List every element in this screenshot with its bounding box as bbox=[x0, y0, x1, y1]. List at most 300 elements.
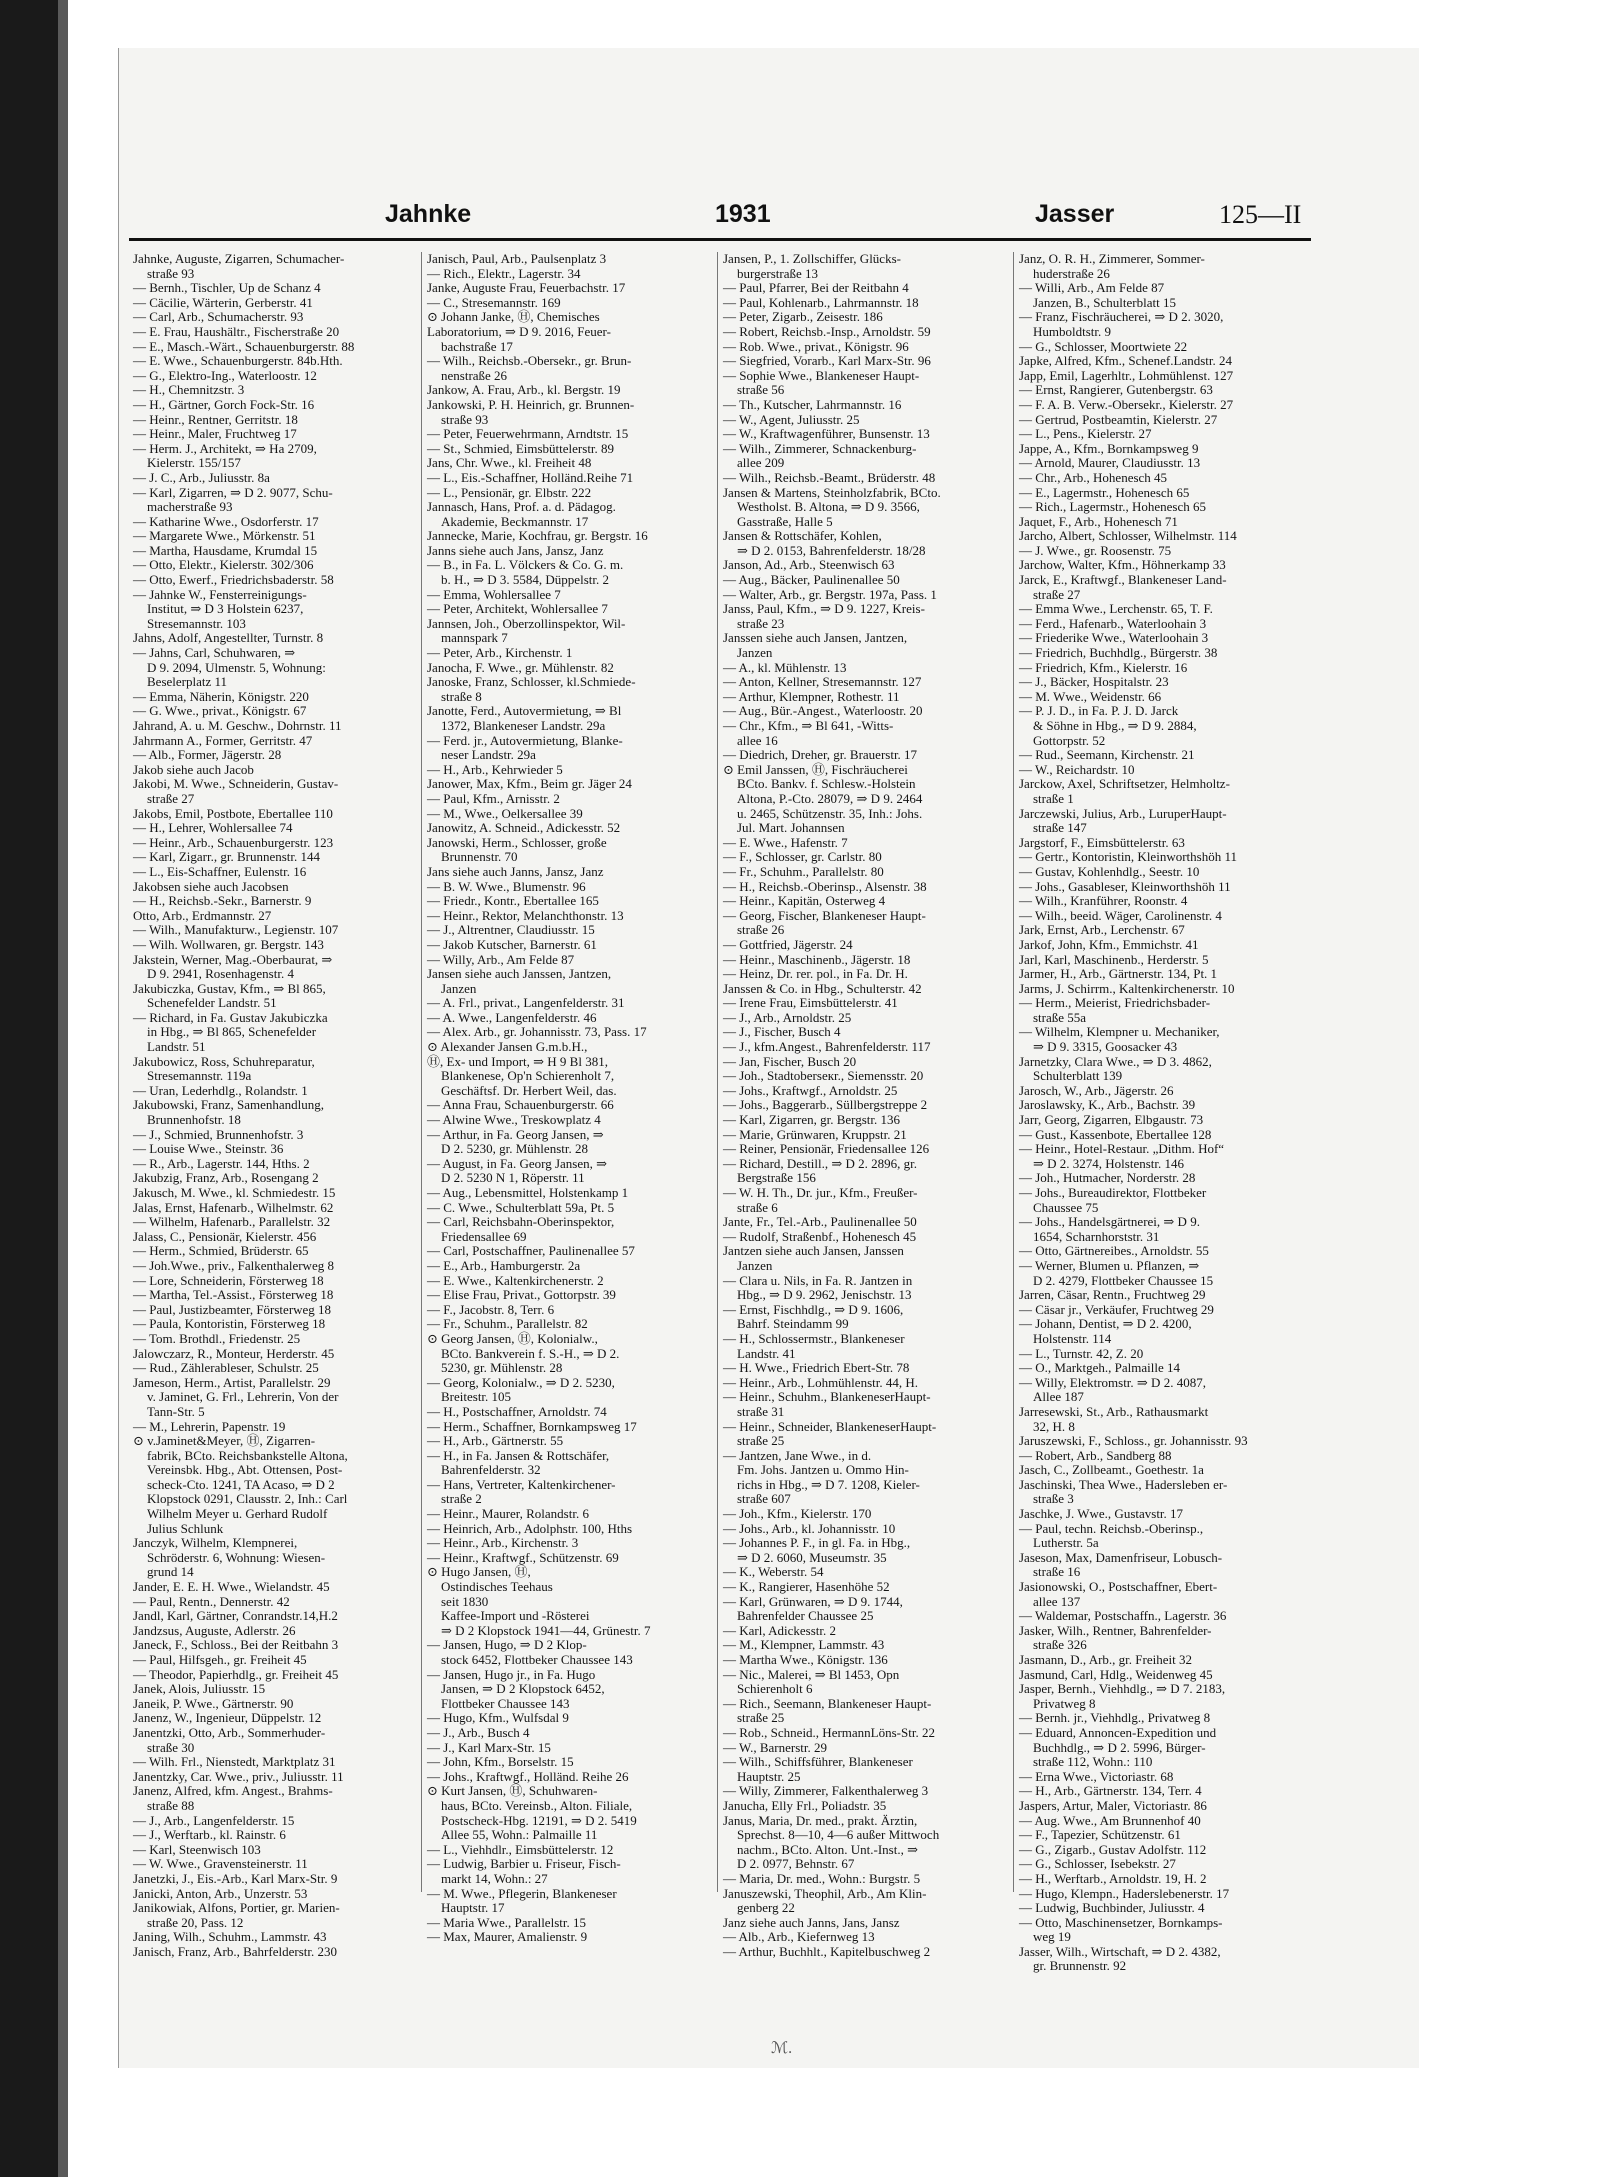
directory-entry: — Heinr., Kraftwgf., Schützenstr. 69 bbox=[427, 1549, 619, 1565]
directory-entry: — Karl, Zigarr., gr. Brunnenstr. 144 bbox=[133, 849, 321, 865]
directory-entry: — Wilh., Zimmerer, Schnackenburg- bbox=[723, 440, 917, 456]
directory-entry: nenstraße 26 bbox=[441, 367, 508, 383]
directory-entry: — Katharine Wwe., Osdorferstr. 17 bbox=[133, 513, 319, 529]
directory-entry: — Paul, Kfm., Arnisstr. 2 bbox=[427, 790, 560, 806]
directory-entry: — A. Frl., privat., Langenfelderstr. 31 bbox=[427, 995, 625, 1011]
directory-entry: markt 14, Wohn.: 27 bbox=[441, 1870, 548, 1886]
directory-entry: burgerstraße 13 bbox=[737, 265, 818, 281]
directory-entry: Hauptstr. 17 bbox=[441, 1900, 505, 1916]
directory-entry: — Heinz, Dr. rer. pol., in Fa. Dr. H. bbox=[723, 966, 908, 982]
directory-entry: — Anton, Kellner, Stresemannstr. 127 bbox=[723, 674, 922, 690]
directory-entry: ⊙ Emil Janssen, Ⓗ, Fischräucherei bbox=[723, 761, 908, 777]
directory-entry: — Wilh., Schiffsführer, Blankeneser bbox=[723, 1754, 913, 1770]
directory-entry: D 9. 2094, Ulmenstr. 5, Wohnung: bbox=[147, 659, 326, 675]
directory-entry: straße 3 bbox=[1033, 1491, 1074, 1507]
directory-entry: — Otto, Elektr., Kielerstr. 302/306 bbox=[133, 557, 314, 573]
column-2 bbox=[427, 251, 711, 1945]
directory-entry: straße 93 bbox=[147, 265, 195, 281]
directory-entry: Jakubowicz, Ross, Schuhreparatur, bbox=[133, 1053, 315, 1069]
directory-entry: — E. Frau, Haushältr., Fischerstraße 20 bbox=[133, 323, 340, 339]
directory-entry: Jannsen, Joh., Oberzollinspektor, Wil- bbox=[427, 615, 626, 631]
directory-entry: — H., Arb., Gärtnerstr. 55 bbox=[427, 1433, 564, 1449]
directory-entry: genberg 22 bbox=[737, 1900, 795, 1916]
directory-entry: straße 88 bbox=[147, 1797, 195, 1813]
directory-entry: — Alb., Former, Jägerstr. 28 bbox=[133, 747, 282, 763]
directory-entry: straße 20, Pass. 12 bbox=[147, 1914, 244, 1930]
directory-entry: — Marie, Grünwaren, Kruppstr. 21 bbox=[723, 1126, 907, 1142]
directory-entry: Jameson, Herm., Artist, Parallelstr. 29 bbox=[133, 1374, 331, 1390]
directory-entry: — Heinr., Rektor, Melanchthonstr. 13 bbox=[427, 907, 624, 923]
directory-entry: — Rich., Elektr., Lagerstr. 34 bbox=[427, 265, 581, 281]
directory-entry: Jansen & Martens, Steinholzfabrik, BCto. bbox=[723, 484, 941, 500]
directory-entry: Flottbeker Chaussee 143 bbox=[441, 1695, 570, 1711]
directory-entry: Stresemannstr. 103 bbox=[147, 615, 246, 631]
directory-entry: Janentzki, Otto, Arb., Sommerhuder- bbox=[133, 1724, 326, 1740]
directory-entry: — W. Wwe., Gravensteinerstr. 11 bbox=[133, 1856, 308, 1872]
directory-entry: — Karl, Grünwaren, ⇒ D 9. 1744, bbox=[723, 1593, 903, 1609]
directory-entry: Jakobi, M. Wwe., Schneiderin, Gustav- bbox=[133, 776, 339, 792]
directory-entry: — Th., Kutscher, Lahrmannstr. 16 bbox=[723, 396, 902, 412]
directory-entry: — Gertr., Kontoristin, Kleinworthshöh 11 bbox=[1019, 849, 1237, 865]
directory-entry: — J. C., Arb., Juliusstr. 8a bbox=[133, 469, 270, 485]
directory-entry: — Heinr., Arb., Kirchenstr. 3 bbox=[427, 1535, 579, 1551]
directory-entry: — Joh., Hutmacher, Norderstr. 28 bbox=[1019, 1170, 1196, 1186]
directory-entry: — Emma, Näherin, Königstr. 220 bbox=[133, 688, 309, 704]
directory-entry: Janz, O. R. H., Zimmerer, Sommer- bbox=[1019, 251, 1205, 266]
directory-entry: Jaroslawsky, K., Arb., Bachstr. 39 bbox=[1019, 1097, 1196, 1113]
directory-entry: — Friedrich, Buchhdlg., Bürgerstr. 38 bbox=[1019, 645, 1218, 661]
directory-entry: Privatweg 8 bbox=[1033, 1695, 1096, 1711]
column-rule bbox=[421, 252, 422, 1892]
directory-entry: straße 55a bbox=[1033, 1009, 1087, 1025]
directory-entry: — Erna Wwe., Victoriastr. 68 bbox=[1019, 1768, 1174, 1784]
directory-entry: Janeik, P. Wwe., Gärtnerstr. 90 bbox=[133, 1695, 294, 1711]
directory-entry: Ⓗ, Ex- und Import, ⇒ H 9 Bl 381, bbox=[427, 1053, 608, 1069]
directory-entry: Geschäftsf. Dr. Herbert Weil, das. bbox=[441, 1082, 617, 1098]
directory-entry: — Gottfried, Jägerstr. 24 bbox=[723, 936, 853, 952]
directory-entry: 5230, gr. Mühlenstr. 28 bbox=[441, 1360, 563, 1376]
directory-entry: — Emma Wwe., Lerchenstr. 65, T. F. bbox=[1019, 601, 1213, 617]
directory-entry: Bahrenfelderstr. 32 bbox=[441, 1462, 541, 1478]
directory-entry: Jasser, Wilh., Wirtschaft, ⇒ D 2. 4382, bbox=[1019, 1943, 1221, 1959]
directory-entry: — Wilhelm, Hafenarb., Parallelstr. 32 bbox=[133, 1214, 331, 1230]
directory-entry: — H., Arb., Gärtnerstr. 134, Terr. 4 bbox=[1019, 1783, 1202, 1799]
directory-entry: — J., Schmied, Brunnenhofstr. 3 bbox=[133, 1126, 304, 1142]
directory-entry: allee 137 bbox=[1033, 1593, 1081, 1609]
directory-entry: — Joh., Kfm., Kielerstr. 170 bbox=[723, 1506, 872, 1522]
directory-entry: Jakusch, M. Wwe., kl. Schmiedestr. 15 bbox=[133, 1185, 336, 1200]
directory-entry: — Aug., Lebensmittel, Holstenkamp 1 bbox=[427, 1185, 629, 1200]
directory-entry: — Paul, Kohlenarb., Lahrmannstr. 18 bbox=[723, 294, 919, 310]
directory-entry: — Paul, techn. Reichsb.-Oberinsp., bbox=[1019, 1520, 1204, 1536]
directory-entry: Jarck, E., Kraftwgf., Blankeneser Land- bbox=[1019, 572, 1227, 588]
header-right-word: Jasser bbox=[1035, 200, 1115, 228]
directory-entry: Jarosch, W., Arb., Jägerstr. 26 bbox=[1019, 1082, 1174, 1098]
directory-entry: — Otto, Gärtnereibes., Arnoldstr. 55 bbox=[1019, 1243, 1209, 1259]
directory-entry: & Söhne in Hbg., ⇒ D 9. 2884, bbox=[1033, 718, 1197, 733]
directory-entry: straße 8 bbox=[441, 688, 482, 704]
directory-entry: — G., Schlosser, Moortwiete 22 bbox=[1019, 338, 1188, 354]
directory-entry: Jasker, Wilh., Rentner, Bahrenfelder- bbox=[1019, 1622, 1212, 1638]
directory-entry: straße 56 bbox=[737, 382, 785, 398]
directory-entry: — Gertrud, Postbeamtin, Kielerstr. 27 bbox=[1019, 411, 1218, 427]
directory-entry: scheck-Cto. 1241, TA Acaso, ⇒ D 2 bbox=[147, 1476, 335, 1492]
directory-entry: Buchhdlg., ⇒ D 2. 5996, Bürger- bbox=[1033, 1739, 1206, 1755]
directory-entry: — W., Barnerstr. 29 bbox=[723, 1739, 827, 1755]
directory-entry: — Ferd. jr., Autovermietung, Blanke- bbox=[427, 732, 623, 748]
directory-entry: v. Jaminet, G. Frl., Lehrerin, Von der bbox=[147, 1389, 339, 1405]
directory-entry: Jannasch, Hans, Prof. a. d. Pädagog. bbox=[427, 499, 616, 515]
directory-entry: — Rob. Wwe., privat., Königstr. 96 bbox=[723, 338, 909, 354]
directory-entry: — Emma, Wohlersallee 7 bbox=[427, 586, 561, 602]
directory-entry: Lutherstr. 5a bbox=[1033, 1535, 1099, 1551]
directory-entry: — Lore, Schneiderin, Försterweg 18 bbox=[133, 1272, 324, 1288]
directory-entry: — Jahns, Carl, Schuhwaren, ⇒ bbox=[133, 645, 296, 661]
directory-entry: Jul. Mart. Johannsen bbox=[737, 820, 845, 836]
binding-edge bbox=[0, 0, 58, 2177]
directory-entry: Jarczewski, Julius, Arb., LuruperHaupt- bbox=[1019, 805, 1227, 821]
directory-entry: Jaschinski, Thea Wwe., Hadersleben er- bbox=[1019, 1476, 1228, 1492]
directory-entry: Jakstein, Werner, Mag.-Oberbaurat, ⇒ bbox=[133, 951, 333, 967]
directory-entry: Janisch, Franz, Arb., Bahrfelderstr. 230 bbox=[133, 1943, 337, 1959]
page-header bbox=[129, 198, 1311, 241]
directory-entry: Janss, Paul, Kfm., ⇒ D 9. 1227, Kreis- bbox=[723, 601, 925, 617]
directory-entry: — Wilh., beeid. Wäger, Carolinenstr. 4 bbox=[1019, 907, 1222, 923]
directory-entry: — L., Viehhdlr., Eimsbüttelerstr. 12 bbox=[427, 1841, 614, 1857]
directory-entry: — Fr., Schuhm., Parallelstr. 82 bbox=[427, 1316, 588, 1332]
directory-entry: Otto, Arb., Erdmannstr. 27 bbox=[133, 907, 272, 923]
directory-entry: Jarchow, Walter, Kfm., Höhnerkamp 33 bbox=[1019, 557, 1226, 573]
directory-entry: — Wilh. Wollwaren, gr. Bergstr. 143 bbox=[133, 936, 324, 952]
directory-entry: Jalas, Ernst, Hafenarb., Wilhelmstr. 62 bbox=[133, 1199, 334, 1215]
directory-entry: allee 209 bbox=[737, 455, 785, 471]
directory-entry: — Otto, Ewerf., Friedrichsbaderstr. 58 bbox=[133, 572, 334, 588]
directory-entry: Bergstraße 156 bbox=[737, 1170, 816, 1186]
directory-entry: — Johs., Gasableser, Kleinworthshöh 11 bbox=[1019, 878, 1231, 894]
directory-entry: — Maria Wwe., Parallelstr. 15 bbox=[427, 1914, 586, 1930]
directory-entry: — Ludwig, Buchbinder, Juliusstr. 4 bbox=[1019, 1900, 1205, 1916]
directory-entry: — W. H. Th., Dr. jur., Kfm., Freußer- bbox=[723, 1185, 918, 1200]
directory-entry: Janzen bbox=[737, 1257, 773, 1273]
directory-entry: b. H., ⇒ D 3. 5584, Düppelstr. 2 bbox=[441, 572, 609, 588]
directory-entry: macherstraße 93 bbox=[147, 499, 233, 515]
directory-entry: Jankow, A. Frau, Arb., kl. Bergstr. 19 bbox=[427, 382, 621, 398]
directory-entry: — Cäcilie, Wärterin, Gerberstr. 41 bbox=[133, 294, 313, 310]
directory-entry: — H., Arb., Kehrwieder 5 bbox=[427, 761, 563, 777]
directory-entry: — H., Postschaffner, Arnoldstr. 74 bbox=[427, 1403, 607, 1419]
directory-entry: Institut, ⇒ D 3 Holstein 6237, bbox=[147, 601, 304, 617]
directory-entry: — L., Pensionär, gr. Elbstr. 222 bbox=[427, 484, 592, 500]
directory-entry: — Jakob Kutscher, Barnerstr. 61 bbox=[427, 936, 597, 952]
directory-entry: — P. J. D., in Fa. P. J. D. Jarck bbox=[1019, 703, 1179, 719]
directory-entry: — E., Masch.-Wärt., Schauenburgerstr. 88 bbox=[133, 338, 355, 354]
directory-entry: — Johannes P. F., in gl. Fa. in Hbg., bbox=[723, 1535, 911, 1551]
directory-entry: — Heinr., Maurer, Rolandstr. 6 bbox=[427, 1506, 589, 1522]
directory-entry: Hbg., ⇒ D 9. 2962, Jenischstr. 13 bbox=[737, 1287, 912, 1303]
directory-entry: 1372, Blankeneser Landstr. 29a bbox=[441, 718, 606, 733]
directory-entry: Janentzky, Car. Wwe., priv., Juliusstr. 11 bbox=[133, 1768, 344, 1784]
directory-entry: Japp, Emil, Lagerhltr., Lohmühlenst. 127 bbox=[1019, 367, 1234, 383]
directory-entry: Janzen bbox=[737, 645, 773, 661]
directory-entry: — Paul, Hilfsgeh., gr. Freiheit 45 bbox=[133, 1652, 307, 1667]
directory-entry: — M., Lehrerin, Papenstr. 19 bbox=[133, 1418, 286, 1434]
directory-entry: — Hans, Vertreter, Kaltenkirchener- bbox=[427, 1476, 616, 1492]
directory-entry: Janetzki, J., Eis.-Arb., Karl Marx-Str. 9 bbox=[133, 1870, 338, 1886]
directory-entry: — Cäsar jr., Verkäufer, Fruchtweg 29 bbox=[1019, 1301, 1214, 1317]
directory-entry: — H. Wwe., Friedrich Ebert-Str. 78 bbox=[723, 1360, 910, 1376]
directory-entry: Jante, Fr., Tel.-Arb., Paulinenallee 50 bbox=[723, 1214, 917, 1230]
directory-entry: Janisch, Paul, Arb., Paulsenplatz 3 bbox=[427, 251, 607, 266]
directory-entry: — Martha, Hausdame, Krumdal 15 bbox=[133, 542, 318, 558]
directory-entry: straße 16 bbox=[1033, 1564, 1081, 1580]
directory-entry: — Heinr., Hotel-Restaur. „Dithm. Hof“ bbox=[1019, 1141, 1225, 1157]
directory-entry: — E., Arb., Hamburgerstr. 2a bbox=[427, 1257, 581, 1273]
directory-entry: — Carl, Postschaffner, Paulinenallee 57 bbox=[427, 1243, 635, 1259]
directory-entry: Beselerplatz 11 bbox=[147, 674, 228, 690]
directory-entry: — Johann, Dentist, ⇒ D 2. 4200, bbox=[1019, 1316, 1192, 1332]
directory-entry: — Arnold, Maurer, Claudiusstr. 13 bbox=[1019, 455, 1201, 471]
directory-entry: — W., Reichardstr. 10 bbox=[1019, 761, 1135, 777]
directory-entry: Jarnetzky, Clara Wwe., ⇒ D 3. 4862, bbox=[1019, 1053, 1212, 1069]
directory-entry: — J., Fischer, Busch 4 bbox=[723, 1024, 841, 1040]
directory-entry: — Martha Wwe., Königstr. 136 bbox=[723, 1652, 888, 1667]
directory-entry: — F., Schlosser, gr. Carlstr. 80 bbox=[723, 849, 882, 865]
directory-entry: — H., Reichsb.-Sekr., Barnerstr. 9 bbox=[133, 893, 312, 909]
directory-entry: — M., Wwe., Oelkersallee 39 bbox=[427, 805, 583, 821]
directory-entry: Brunnenhofstr. 18 bbox=[147, 1112, 241, 1128]
directory-entry: Janikowiak, Alfons, Portier, gr. Marien- bbox=[133, 1900, 340, 1916]
directory-entry: — H., Lehrer, Wohlersallee 74 bbox=[133, 820, 293, 836]
directory-entry: — B., in Fa. L. Völckers & Co. G. m. bbox=[427, 557, 624, 573]
directory-entry: Vereinsbk. Hbg., Abt. Ottensen, Post- bbox=[147, 1462, 343, 1478]
directory-entry: D 2. 5230 N 1, Röperstr. 11 bbox=[441, 1170, 585, 1186]
directory-entry: — R., Arb., Lagerstr. 144, Hths. 2 bbox=[133, 1155, 310, 1171]
directory-entry: straße 23 bbox=[737, 615, 785, 631]
directory-entry: gr. Brunnenstr. 92 bbox=[1033, 1958, 1127, 1974]
directory-entry: ⊙ Alexander Jansen G.m.b.H., bbox=[427, 1039, 588, 1055]
directory-entry: Jakob siehe auch Jacob bbox=[133, 761, 254, 777]
directory-entry: — J., kfm.Angest., Bahrenfelderstr. 117 bbox=[723, 1039, 931, 1055]
directory-entry: — H., in Fa. Jansen & Rottschäfer, bbox=[427, 1447, 610, 1463]
directory-entry: straße 25 bbox=[737, 1433, 785, 1449]
directory-entry: — Hugo, Kfm., Wulfsdal 9 bbox=[427, 1710, 569, 1726]
directory-entry: Janing, Wilh., Schuhm., Lammstr. 43 bbox=[133, 1929, 327, 1945]
directory-entry: Bahrenfelder Chaussee 25 bbox=[737, 1608, 874, 1624]
directory-entry: — Johs., Baggerarb., Süllbergstreppe 2 bbox=[723, 1097, 928, 1113]
directory-entry: Jarresewski, St., Arb., Rathausmarkt bbox=[1019, 1403, 1209, 1419]
directory-entry: Jark, Ernst, Arb., Lerchenstr. 67 bbox=[1019, 922, 1185, 938]
directory-entry: Jakubowski, Franz, Samenhandlung, bbox=[133, 1097, 325, 1113]
directory-entry: Jarren, Cäsar, Rentn., Fruchtweg 29 bbox=[1019, 1287, 1206, 1303]
directory-entry: Landstr. 51 bbox=[147, 1039, 206, 1055]
directory-entry: — Heinr., Kapitän, Osterweg 4 bbox=[723, 893, 886, 909]
directory-entry: — F., Jacobstr. 8, Terr. 6 bbox=[427, 1301, 555, 1317]
directory-entry: — Wilh., Reichsb.-Obersekr., gr. Brun- bbox=[427, 353, 632, 369]
directory-entry: Jans siehe auch Janns, Jansz, Janz bbox=[427, 863, 604, 879]
directory-entry: seit 1830 bbox=[441, 1593, 489, 1609]
directory-entry: Jannecke, Marie, Kochfrau, gr. Bergstr. 16 bbox=[427, 528, 648, 544]
column-1 bbox=[133, 251, 417, 1959]
directory-entry: Jargstorf, F., Eimsbüttelerstr. 63 bbox=[1019, 834, 1185, 850]
directory-entry: — C., Stresemannstr. 169 bbox=[427, 294, 561, 310]
directory-entry: — Alb., Arb., Kiefernweg 13 bbox=[723, 1929, 875, 1945]
directory-entry: Jarr, Georg, Zigarren, Elbgaustr. 73 bbox=[1019, 1112, 1204, 1128]
directory-entry: — Aug., Bäcker, Paulinenallee 50 bbox=[723, 572, 900, 588]
directory-entry: — M., Klempner, Lammstr. 43 bbox=[723, 1637, 885, 1653]
directory-entry: Janicki, Anton, Arb., Unzerstr. 53 bbox=[133, 1885, 308, 1901]
directory-entry: — Willy, Zimmerer, Falkenthalerweg 3 bbox=[723, 1783, 929, 1799]
directory-entry: — Diedrich, Dreher, gr. Brauerstr. 17 bbox=[723, 747, 918, 763]
directory-entry: — Rud., Seemann, Kirchenstr. 21 bbox=[1019, 747, 1195, 763]
directory-entry: ⊙ Johann Janke, Ⓗ, Chemisches bbox=[427, 309, 600, 325]
directory-entry: — Herm., Meierist, Friedrichsbader- bbox=[1019, 995, 1211, 1011]
directory-entry: — M. Wwe., Weidenstr. 66 bbox=[1019, 688, 1162, 704]
directory-entry: — Rud., Zählerableser, Schulstr. 25 bbox=[133, 1360, 319, 1376]
directory-entry: straße 26 bbox=[737, 922, 785, 938]
directory-entry: neser Landstr. 29a bbox=[441, 747, 536, 763]
directory-entry: — Paul, Justizbeamter, Försterweg 18 bbox=[133, 1301, 332, 1317]
directory-entry: — Richard, Destill., ⇒ D 2. 2896, gr. bbox=[723, 1155, 917, 1171]
directory-entry: — Maria, Dr. med., Wohn.: Burgstr. 5 bbox=[723, 1870, 921, 1886]
directory-entry: — Georg, Fischer, Blankeneser Haupt- bbox=[723, 907, 926, 923]
directory-entry: Gottorpstr. 52 bbox=[1033, 732, 1106, 748]
directory-entry: — Wilh., Manufakturw., Legienstr. 107 bbox=[133, 922, 339, 938]
directory-entry: — Alwine Wwe., Treskowplatz 4 bbox=[427, 1112, 601, 1128]
directory-entry: — Robert, Arb., Sandberg 88 bbox=[1019, 1447, 1172, 1463]
directory-entry: — Ernst, Rangierer, Gutenbergstr. 63 bbox=[1019, 382, 1213, 398]
directory-entry: — Johs., Handelsgärtnerei, ⇒ D 9. bbox=[1019, 1214, 1200, 1230]
directory-entry: Janower, Max, Kfm., Beim gr. Jäger 24 bbox=[427, 776, 632, 792]
directory-entry: Janzen bbox=[441, 980, 477, 996]
directory-entry: Janenz, W., Ingenieur, Düppelstr. 12 bbox=[133, 1710, 322, 1726]
directory-entry: Janowski, Herm., Schlosser, große bbox=[427, 834, 607, 850]
directory-entry: Jantzen siehe auch Jansen, Janssen bbox=[723, 1243, 904, 1259]
directory-entry: Jarckow, Axel, Schriftsetzer, Helmholtz- bbox=[1019, 776, 1230, 792]
directory-entry: Jakubiczka, Gustav, Kfm., ⇒ Bl 865, bbox=[133, 980, 326, 996]
directory-entry: ⊙ Kurt Jansen, Ⓗ, Schuhwaren- bbox=[427, 1783, 598, 1799]
directory-entry: — F., Tapezier, Schützenstr. 61 bbox=[1019, 1827, 1181, 1843]
directory-entry: — Karl, Zigarren, gr. Bergstr. 136 bbox=[723, 1112, 901, 1128]
directory-entry: Janssen & Co. in Hbg., Schulterstr. 42 bbox=[723, 980, 922, 996]
directory-entry: — Tom. Brothdl., Friedenstr. 25 bbox=[133, 1330, 301, 1346]
directory-entry: — Georg, Kolonialw., ⇒ D 2. 5230, bbox=[427, 1374, 615, 1390]
directory-entry: — Friedrich, Kfm., Kielerstr. 16 bbox=[1019, 659, 1188, 675]
directory-entry: — Anna Frau, Schauenburgerstr. 66 bbox=[427, 1097, 614, 1113]
directory-entry: — St., Schmied, Eimsbüttelerstr. 89 bbox=[427, 440, 615, 456]
page-number: 125—II bbox=[1219, 200, 1302, 229]
directory-entry: — J., Karl Marx-Str. 15 bbox=[427, 1739, 551, 1755]
directory-entry: Jandzsus, Auguste, Adlerstr. 26 bbox=[133, 1622, 296, 1638]
directory-entry: straße 112, Wohn.: 110 bbox=[1033, 1754, 1153, 1770]
directory-entry: — H., Reichsb.-Oberinsp., Alsenstr. 38 bbox=[723, 878, 927, 894]
directory-entry: — Wilh., Reichsb.-Beamt., Brüderstr. 48 bbox=[723, 469, 936, 485]
directory-entry: — Jan, Fischer, Busch 20 bbox=[723, 1053, 857, 1069]
directory-entry: D 2. 4279, Flottbeker Chaussee 15 bbox=[1033, 1272, 1214, 1288]
directory-entry: — Alex. Arb., gr. Johannisstr. 73, Pass. 17 bbox=[427, 1024, 647, 1040]
directory-entry: Jansen, ⇒ D 2 Klopstock 6452, bbox=[441, 1681, 605, 1697]
directory-entry: — Carl, Arb., Schumacherstr. 93 bbox=[133, 309, 304, 325]
directory-entry: — G., Schlosser, Isebekstr. 27 bbox=[1019, 1856, 1176, 1872]
directory-entry: straße 30 bbox=[147, 1739, 195, 1755]
directory-entry: Holstenstr. 114 bbox=[1033, 1330, 1112, 1346]
directory-entry: Jakobsen siehe auch Jacobsen bbox=[133, 878, 289, 894]
directory-entry: — W., Kraftwagenführer, Bunsenstr. 13 bbox=[723, 426, 930, 442]
directory-entry: Jalass, C., Pensionär, Kielerstr. 456 bbox=[133, 1228, 317, 1244]
directory-entry: — J., Altrentner, Claudiusstr. 15 bbox=[427, 922, 595, 938]
directory-entry: Allee 55, Wohn.: Palmaille 11 bbox=[441, 1827, 598, 1843]
directory-entry: — Jahnke W., Fensterreinigungs- bbox=[133, 586, 307, 602]
directory-entry: Jans, Chr. Wwe., kl. Freiheit 48 bbox=[427, 455, 592, 471]
directory-entry: ⊙ Hugo Jansen, Ⓗ, bbox=[427, 1564, 531, 1580]
directory-entry: straße 25 bbox=[737, 1710, 785, 1726]
directory-entry: — Peter, Feuerwehrmann, Arndtstr. 15 bbox=[427, 426, 629, 442]
directory-entry: — B. W. Wwe., Blumenstr. 96 bbox=[427, 878, 586, 894]
directory-entry: — Joh.Wwe., priv., Falkenthalerweg 8 bbox=[133, 1257, 334, 1273]
directory-entry: — E. Wwe., Kaltenkirchenerstr. 2 bbox=[427, 1272, 604, 1288]
directory-entry: — Eduard, Annoncen-Expedition und bbox=[1019, 1724, 1217, 1740]
directory-entry: — J., Arb., Langenfelderstr. 15 bbox=[133, 1812, 295, 1828]
directory-entry: — Johs., Kraftwgf., Arnoldstr. 25 bbox=[723, 1082, 898, 1098]
directory-entry: Jaschke, J. Wwe., Gustavstr. 17 bbox=[1019, 1506, 1184, 1522]
directory-entry: — Elise Frau, Privat., Gottorpstr. 39 bbox=[427, 1287, 616, 1303]
directory-entry: Schröderstr. 6, Wohnung: Wiesen- bbox=[147, 1549, 326, 1565]
directory-entry: Hauptstr. 25 bbox=[737, 1768, 801, 1784]
directory-entry: Akademie, Beckmannstr. 17 bbox=[441, 513, 589, 529]
directory-entry: D 2. 0977, Behnstr. 67 bbox=[737, 1856, 855, 1872]
directory-entry: — Jansen, Hugo jr., in Fa. Hugo bbox=[427, 1666, 596, 1682]
column-4 bbox=[1019, 251, 1303, 1974]
directory-entry: — Heinr., Arb., Schauenburgerstr. 123 bbox=[133, 834, 334, 850]
directory-entry: Jarkof, John, Kfm., Emmichstr. 41 bbox=[1019, 936, 1199, 952]
directory-entry: — Clara u. Nils, in Fa. R. Jantzen in bbox=[723, 1272, 913, 1288]
directory-entry: — L., Eis.-Schaffner, Holländ.Reihe 71 bbox=[427, 469, 634, 485]
directory-entry: Jaruszewski, F., Schloss., gr. Johannisstr. 93 bbox=[1019, 1433, 1248, 1449]
directory-entry: — Wilh., Kranführer, Roonstr. 4 bbox=[1019, 893, 1188, 909]
directory-entry: — Rich., Seemann, Blankeneser Haupt- bbox=[723, 1695, 932, 1711]
directory-entry: — G., Zigarb., Gustav Adolfstr. 112 bbox=[1019, 1841, 1207, 1857]
directory-entry: Kielerstr. 155/157 bbox=[147, 455, 241, 471]
directory-entry: Jahnke, Auguste, Zigarren, Schumacher- bbox=[133, 251, 345, 266]
directory-entry: — Siegfried, Vorarb., Karl Marx-Str. 96 bbox=[723, 353, 931, 369]
directory-entry: Janns siehe auch Jans, Jansz, Janz bbox=[427, 542, 604, 558]
directory-entry: straße 1 bbox=[1033, 790, 1074, 806]
directory-entry: — F. A. B. Verw.-Obersekr., Kielerstr. 27 bbox=[1019, 396, 1234, 412]
directory-entry: Jaquet, F., Arb., Hohenesch 71 bbox=[1019, 513, 1178, 529]
directory-entry: straße 147 bbox=[1033, 820, 1087, 836]
directory-entry: — Ernst, Fischhdlg., ⇒ D 9. 1606, bbox=[723, 1301, 904, 1317]
directory-entry: — A. Wwe., Langenfelderstr. 46 bbox=[427, 1009, 597, 1025]
directory-entry: stock 6452, Flottbeker Chaussee 143 bbox=[441, 1652, 633, 1667]
directory-entry: Allee 187 bbox=[1033, 1389, 1084, 1405]
directory-entry: — Heinr., Arb., Lohmühlenstr. 44, H. bbox=[723, 1374, 918, 1390]
directory-entry: — M. Wwe., Pflegerin, Blankeneser bbox=[427, 1885, 617, 1901]
directory-entry: Kaffee-Import und -Rösterei bbox=[441, 1608, 590, 1624]
directory-entry: — J., Arb., Busch 4 bbox=[427, 1724, 530, 1740]
directory-entry: — Walter, Arb., gr. Bergstr. 197a, Pass. 1 bbox=[723, 586, 937, 602]
directory-entry: — Waldemar, Postschaffn., Lagerstr. 36 bbox=[1019, 1608, 1227, 1624]
directory-entry: — Jansen, Hugo, ⇒ D 2 Klop- bbox=[427, 1637, 587, 1653]
directory-entry: straße 2 bbox=[441, 1491, 482, 1507]
directory-entry: Jakubzig, Franz, Arb., Rosengang 2 bbox=[133, 1170, 319, 1186]
directory-entry: — Ferd., Hafenarb., Waterloohain 3 bbox=[1019, 615, 1207, 631]
directory-entry: — Ludwig, Barbier u. Friseur, Fisch- bbox=[427, 1856, 621, 1872]
directory-entry: — Friedr., Kontr., Ebertallee 165 bbox=[427, 893, 599, 909]
directory-entry: allee 16 bbox=[737, 732, 778, 748]
directory-entry: — L., Turnstr. 42, Z. 20 bbox=[1019, 1345, 1144, 1361]
directory-entry: Janek, Alois, Juliusstr. 15 bbox=[133, 1681, 266, 1697]
directory-entry: Landstr. 41 bbox=[737, 1345, 796, 1361]
directory-entry: — H., Schlossermstr., Blankeneser bbox=[723, 1330, 905, 1346]
